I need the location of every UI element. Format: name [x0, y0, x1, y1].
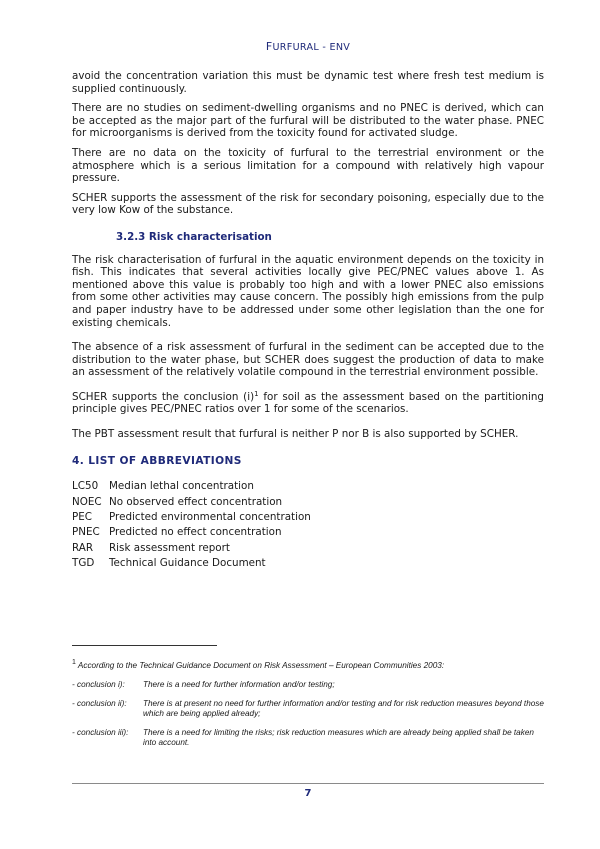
footnote-item-label: - conclusion iii): — [72, 727, 129, 737]
abbreviation-term: PNEC — [72, 526, 100, 539]
footnote-item-label: - conclusion i): — [72, 680, 125, 690]
abbreviation-definition: No observed effect concentration — [109, 495, 283, 508]
footnote-reference[interactable]: 1 — [254, 389, 259, 398]
running-header — [72, 40, 544, 53]
main-text — [72, 70, 544, 572]
abbreviation-item — [72, 541, 544, 556]
paragraph-7-end: for soil as the assessment based on the partitioning principle gives PEC/PNEC ratios over 1 for some of the scenarios. — [72, 390, 544, 416]
abbreviation-item — [72, 525, 544, 540]
abbreviation-term: PEC — [72, 511, 92, 524]
footnote-item-text: There is at present no need for further information and/or testing and for risk reduction measures beyond those which are being applied already; — [143, 698, 544, 719]
paragraph-6: The absence of a risk assessment of furfural in the sediment can be accepted due to the distribution to the water phase, but SCHER does suggest the production of data to make an assessment of the relatively volatile compound in the terrestrial environment possible. — [72, 341, 544, 379]
abbreviation-item — [72, 556, 544, 571]
abbreviation-term: TGD — [72, 557, 95, 570]
paragraph-7-start: SCHER supports the conclusion (i) — [72, 390, 255, 403]
header-title-rest: URFURAL — [272, 42, 319, 53]
abbreviation-item — [72, 510, 544, 525]
paragraph-8: The PBT assessment result that furfural is neither P nor B is also supported by SCHER. — [72, 428, 519, 441]
header-title-suffix: ENV — [329, 42, 351, 53]
abbreviation-definition: Predicted no effect concentration — [109, 526, 282, 539]
page-number: 7 — [304, 788, 312, 799]
footer-rule — [72, 783, 544, 784]
paragraph-5: The risk characterisation of furfural in the aquatic environment depends on the toxicity in fish. This indicates that several activities locally give PEC/PNEC values above 1. As mentioned above this value is probably too high and with a lower PNEC also emissions from some other activities may cause concern. The possibly high emissions from the pulp and paper industry have to be addressed under some other legislation than the one for existing chemicals. — [72, 253, 544, 329]
abbreviation-list — [72, 479, 544, 571]
abbreviation-term: RAR — [72, 541, 94, 554]
footnote-intro — [72, 661, 544, 671]
abbreviation-item — [72, 495, 544, 510]
abbreviation-definition: Median lethal concentration — [109, 480, 254, 493]
footnote-marker: 1 — [72, 659, 76, 666]
abbreviation-term: NOEC — [72, 495, 102, 508]
footnote-item-text: There is a need for limiting the risks; risk reduction measures which are already being applied shall be taken into account. — [143, 727, 534, 748]
footnote-item — [72, 699, 544, 720]
abbreviation-item — [72, 479, 544, 494]
abbreviation-definition: Risk assessment report — [109, 541, 230, 554]
paragraph-2: There are no studies on sediment-dwelling organisms and no PNEC is derived, which can be accepted as the major part of the furfural will be distributed to the water phase. PNEC for microorganisms is derived from the toxicity found for activated sludge. — [72, 102, 544, 140]
header-title-initial: F — [265, 40, 273, 53]
footnotes — [72, 661, 544, 756]
section-heading-risk-characterisation: 3.2.3 Risk characterisation — [116, 230, 272, 243]
header-title-separator: - — [318, 42, 330, 53]
paragraph-3: There are no data on the toxicity of furfural to the terrestrial environment or the atmosphere which is a serious limitation for a compound with relatively high vapour pressure. — [72, 146, 544, 185]
footnote-item-label: - conclusion ii): — [72, 698, 127, 708]
abbreviation-definition: Technical Guidance Document — [109, 557, 266, 570]
paragraph-1: avoid the concentration variation this must be dynamic test where fresh test medium is supplied continuously. — [72, 70, 544, 95]
abbreviation-definition: Predicted environmental concentration — [109, 511, 311, 524]
footnote-separator — [72, 645, 217, 646]
footnote-item — [72, 680, 544, 690]
paragraph-7 — [72, 391, 544, 416]
footnote-item-text: There is a need for further information and/or testing; — [143, 680, 335, 690]
footnote-item — [72, 728, 544, 749]
paragraph-4: SCHER supports the assessment of the risk for secondary poisoning, especially due to the very low Kow of the substance. — [72, 191, 544, 217]
footnote-intro-text: According to the Technical Guidance Document on Risk Assessment – European Communities 2003: — [77, 661, 445, 670]
section-heading-abbreviations: 4. LIST OF ABBREVIATIONS — [72, 454, 242, 467]
abbreviation-term: LC50 — [72, 480, 99, 493]
